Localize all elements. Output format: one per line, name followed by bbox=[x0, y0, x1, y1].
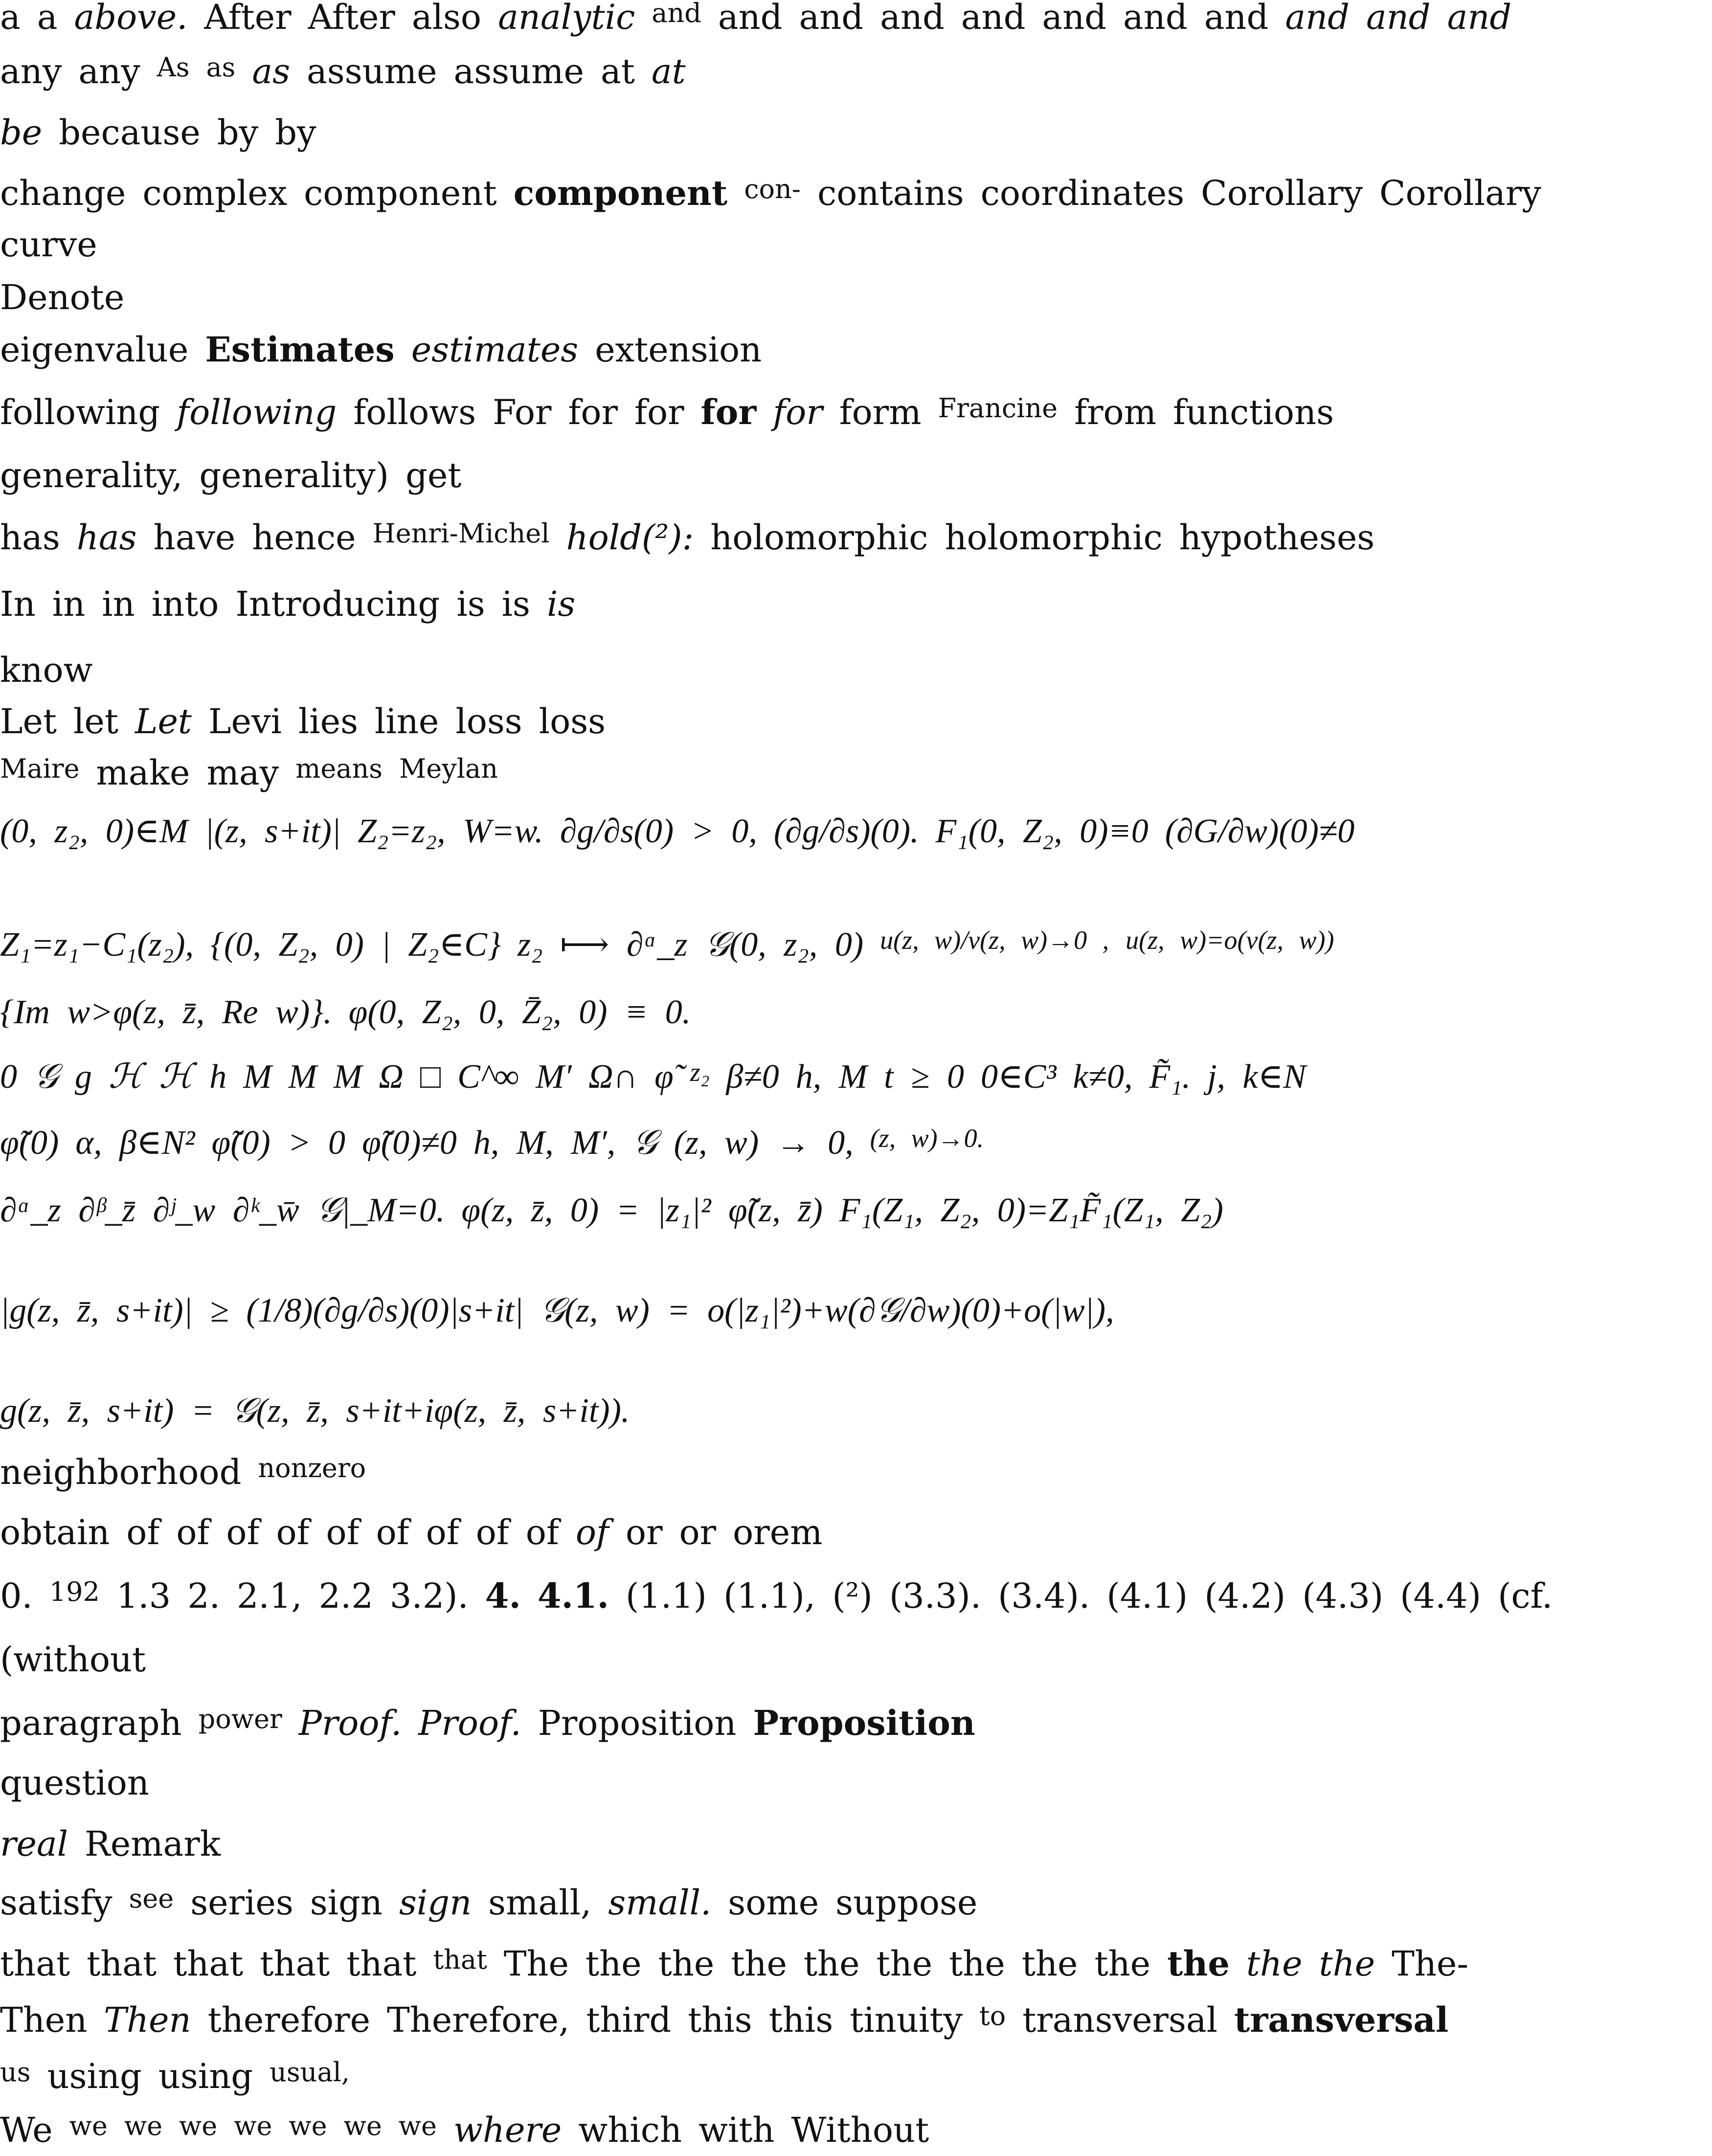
word: For bbox=[493, 392, 552, 432]
word: which bbox=[578, 2110, 682, 2150]
word: functions bbox=[1173, 392, 1334, 432]
formula: (∂G/∂w)(0)≠0 bbox=[1165, 812, 1355, 850]
word: into bbox=[151, 584, 219, 624]
word: component bbox=[304, 173, 497, 213]
formula: φ̃(0) bbox=[0, 1124, 59, 1162]
word: we bbox=[124, 2111, 163, 2141]
word: is bbox=[546, 584, 576, 624]
word: as bbox=[252, 51, 291, 91]
index-line bbox=[0, 455, 478, 495]
word: 2.2 bbox=[318, 1576, 373, 1616]
formula: ∂g/∂s(0) > 0, bbox=[560, 812, 757, 850]
formula: (z, w) → 0, bbox=[674, 1124, 854, 1162]
word: that bbox=[173, 1944, 244, 1984]
word: eigenvalue bbox=[0, 330, 189, 370]
index-line bbox=[0, 701, 622, 741]
word: see bbox=[129, 1883, 174, 1914]
symbol: C^∞ bbox=[457, 1058, 519, 1096]
word: by bbox=[217, 112, 259, 153]
word: satisfy bbox=[0, 1883, 113, 1923]
formula: u(z, w)/v(z, w)→0 , bbox=[880, 925, 1109, 955]
word: small. bbox=[608, 1883, 712, 1923]
word: for bbox=[773, 392, 823, 432]
word: (1.1), bbox=[723, 1576, 816, 1616]
word: (cf. bbox=[1498, 1576, 1553, 1616]
word: In bbox=[0, 584, 36, 624]
word: (4.4) bbox=[1400, 1576, 1482, 1616]
word: of bbox=[276, 1512, 310, 1552]
word: and bbox=[961, 0, 1026, 37]
word: estimates bbox=[411, 330, 579, 370]
index-line bbox=[0, 1575, 1569, 1616]
word: generality, bbox=[0, 455, 183, 495]
word: of bbox=[525, 1512, 559, 1552]
word: curve bbox=[0, 225, 97, 265]
word: (3.3). bbox=[889, 1576, 982, 1616]
word: and bbox=[1366, 0, 1431, 37]
word: nonzero bbox=[258, 1453, 366, 1483]
word: some bbox=[728, 1883, 819, 1923]
word: hypotheses bbox=[1179, 517, 1375, 558]
word: may bbox=[206, 753, 279, 793]
word: this bbox=[768, 2000, 833, 2040]
formula: u(z, w)=o(v(z, w)) bbox=[1126, 925, 1334, 955]
index-line bbox=[0, 277, 141, 317]
symbol: φ̃ bbox=[654, 1058, 674, 1096]
symbol: M′ bbox=[536, 1058, 572, 1096]
word: neighborhood bbox=[0, 1452, 242, 1492]
word: has bbox=[76, 517, 137, 558]
formula: {(0, Z₂, 0) | Z₂∈C} bbox=[210, 926, 501, 964]
word: (4.3) bbox=[1302, 1576, 1384, 1616]
formula: z₂ ⟼ ∂ᵅ_z 𝒢(0, z₂, 0) bbox=[517, 926, 864, 964]
word: follows bbox=[353, 392, 476, 432]
symbol: Ω bbox=[379, 1058, 404, 1096]
word: or bbox=[625, 1512, 663, 1552]
word: coordinates bbox=[980, 173, 1185, 213]
word: of bbox=[575, 1512, 609, 1552]
formula: Z₁=z₁−C₁(z₂), bbox=[0, 926, 194, 964]
word: be bbox=[0, 112, 43, 153]
index-line bbox=[0, 1703, 992, 1743]
word: complex bbox=[142, 173, 288, 213]
index-line bbox=[0, 173, 1558, 213]
word: that bbox=[0, 1944, 70, 1984]
word: 0. bbox=[0, 1576, 33, 1616]
symbol: 𝒢 bbox=[34, 1058, 58, 1096]
word: know bbox=[0, 650, 93, 690]
word: let bbox=[73, 701, 118, 741]
word: above. bbox=[74, 0, 188, 37]
word: Remark bbox=[85, 1824, 221, 1864]
word: component bbox=[513, 173, 728, 213]
word: usual, bbox=[270, 2057, 350, 2088]
word: following bbox=[0, 392, 160, 432]
index-line bbox=[0, 1512, 839, 1552]
index-line bbox=[0, 51, 702, 91]
word: Introducing bbox=[235, 584, 440, 624]
word: generality) bbox=[199, 455, 389, 495]
word: extension bbox=[595, 330, 762, 370]
word: in bbox=[102, 584, 135, 624]
word: for bbox=[700, 392, 757, 432]
word: series bbox=[190, 1883, 293, 1923]
word: lies bbox=[298, 701, 359, 741]
formula-line bbox=[0, 1125, 1000, 1160]
word: sign bbox=[399, 1883, 472, 1923]
index-line bbox=[0, 392, 1351, 432]
word: Maire bbox=[0, 753, 80, 784]
word: After bbox=[204, 0, 292, 37]
index-line bbox=[0, 1824, 237, 1864]
word: using bbox=[158, 2056, 253, 2096]
formula-line bbox=[0, 814, 1371, 849]
word: of bbox=[376, 1512, 409, 1552]
word: of bbox=[226, 1512, 260, 1552]
word: Then bbox=[104, 2000, 191, 2040]
formula: 𝒢(z, w) = o(|z₁|²)+w(∂𝒢/∂w)(0)+o(|w|), bbox=[540, 1292, 1114, 1329]
word: transversal bbox=[1234, 1999, 1449, 2040]
symbol: g bbox=[74, 1058, 92, 1096]
word: analytic bbox=[498, 0, 635, 37]
word: Denote bbox=[0, 277, 125, 317]
word: small, bbox=[488, 1883, 592, 1923]
word: the bbox=[1021, 1944, 1078, 1984]
word: of bbox=[475, 1512, 509, 1552]
word: Let bbox=[135, 701, 192, 741]
index-line bbox=[0, 517, 1391, 558]
word: tinuity bbox=[850, 2000, 963, 2040]
symbol: ℋ bbox=[108, 1058, 143, 1096]
word: (4.2) bbox=[1204, 1576, 1286, 1616]
word: where bbox=[453, 2110, 562, 2150]
word: by bbox=[275, 112, 316, 153]
formula-line bbox=[0, 995, 707, 1030]
word: (without bbox=[0, 1639, 146, 1680]
word: Corollary bbox=[1379, 173, 1541, 213]
symbol: ℋ bbox=[159, 1058, 193, 1096]
symbol: Ω∩ bbox=[588, 1058, 638, 1096]
word: and bbox=[718, 0, 783, 37]
word: we bbox=[69, 2111, 108, 2141]
index-line bbox=[0, 112, 333, 153]
word: the bbox=[1319, 1944, 1375, 1984]
word: at bbox=[651, 51, 686, 91]
word: holomorphic bbox=[945, 517, 1163, 558]
word: Therefore, bbox=[387, 2000, 570, 2040]
word: loss bbox=[539, 701, 606, 741]
index-line bbox=[0, 584, 592, 624]
word: real bbox=[0, 1824, 68, 1864]
symbol: h, M bbox=[795, 1058, 868, 1096]
word: that bbox=[346, 1944, 417, 1984]
word: any bbox=[78, 51, 140, 91]
formula-line bbox=[0, 1193, 1240, 1228]
symbol: t ≥ 0 bbox=[884, 1058, 964, 1096]
formula: |g(z, z̄, s+it)| ≥ (1/8)(∂g/∂s)(0)|s+it| bbox=[0, 1292, 524, 1329]
word: we bbox=[343, 2111, 382, 2141]
word: therefore bbox=[207, 2000, 371, 2040]
word: The bbox=[503, 1944, 569, 1984]
index-line bbox=[0, 1883, 994, 1923]
formula: h, M, M′, 𝒢 bbox=[473, 1124, 657, 1162]
formula: F₁(Z₁, Z₂, 0)=Z₁F̃₁(Z₁, Z₂) bbox=[839, 1191, 1223, 1229]
index-line bbox=[0, 0, 1528, 37]
word: or bbox=[679, 1512, 717, 1552]
symbol: β≠0 bbox=[726, 1058, 779, 1096]
word: following bbox=[177, 392, 337, 432]
word: 2.1, bbox=[237, 1576, 302, 1616]
word: After bbox=[308, 0, 395, 37]
formula: (z, w)→0. bbox=[870, 1123, 984, 1153]
symbol: h bbox=[209, 1058, 227, 1096]
word: we bbox=[289, 2111, 327, 2141]
symbol: F̃₁. bbox=[1149, 1058, 1191, 1096]
word: 2. bbox=[187, 1576, 220, 1616]
formula-line bbox=[0, 1059, 1323, 1094]
word: and bbox=[799, 0, 864, 37]
word: make bbox=[96, 753, 190, 793]
word: has bbox=[0, 517, 60, 558]
index-line bbox=[0, 1639, 162, 1680]
word: Proof. bbox=[418, 1703, 521, 1743]
index-line bbox=[0, 1999, 1465, 2040]
word: contains bbox=[817, 173, 964, 213]
word: question bbox=[0, 1763, 149, 1803]
word: from bbox=[1074, 392, 1157, 432]
word: Henri-Michel bbox=[372, 518, 550, 549]
word: and bbox=[1123, 0, 1188, 37]
word: and bbox=[1447, 0, 1512, 37]
word: is bbox=[456, 584, 485, 624]
word: get bbox=[405, 455, 462, 495]
word: as bbox=[206, 52, 236, 83]
word: with bbox=[698, 2110, 775, 2150]
word: the bbox=[876, 1944, 933, 1984]
formula: φ(0, Z₂, 0, Z̄₂, 0) ≡ 0. bbox=[348, 993, 691, 1031]
word: us bbox=[0, 2057, 31, 2088]
word: transversal bbox=[1022, 2000, 1218, 2040]
formula: (0, z₂, 0)∈M bbox=[0, 812, 188, 850]
word: 192 bbox=[49, 1576, 100, 1607]
index-line bbox=[0, 1763, 166, 1803]
word: the bbox=[731, 1944, 787, 1984]
index-line bbox=[0, 2056, 366, 2096]
word: any bbox=[0, 51, 62, 91]
formula: {Im w>φ(z, z̄, Re w)}. bbox=[0, 993, 332, 1031]
symbol: 0∈C³ bbox=[980, 1058, 1057, 1096]
word: holomorphic bbox=[710, 517, 928, 558]
word: The- bbox=[1392, 1944, 1468, 1984]
word: Levi bbox=[208, 701, 282, 741]
word: this bbox=[688, 2000, 752, 2040]
formula: F₁(0, Z₂, 0)≡0 bbox=[935, 812, 1149, 850]
formula: ∂ᵅ_z ∂ᵝ_z̄ ∂ʲ_w ∂ᵏ_w̄ 𝒢|_M=0. bbox=[0, 1191, 445, 1229]
word: hold(²): bbox=[566, 517, 694, 558]
word: form bbox=[839, 392, 922, 432]
word: Proposition bbox=[753, 1703, 975, 1743]
word: of bbox=[426, 1512, 459, 1552]
word: sign bbox=[310, 1883, 383, 1923]
word: for bbox=[568, 392, 618, 432]
symbol: M bbox=[333, 1058, 362, 1096]
word: (1.1) bbox=[626, 1576, 707, 1616]
word: at bbox=[600, 51, 635, 91]
index-line bbox=[0, 2110, 946, 2150]
word: the bbox=[1094, 1944, 1151, 1984]
symbol: 0 bbox=[0, 1058, 17, 1096]
word: Proposition bbox=[538, 1703, 737, 1743]
formula: φ̃(0) > 0 bbox=[211, 1124, 346, 1162]
word: for bbox=[634, 392, 684, 432]
word: the bbox=[949, 1944, 1005, 1984]
word: a bbox=[37, 0, 58, 37]
index-line bbox=[0, 1943, 1485, 1984]
formula-line bbox=[0, 1394, 646, 1428]
word: line bbox=[375, 701, 439, 741]
word: and bbox=[1042, 0, 1107, 37]
formula: g(z, z̄, s+it) = 𝒢(z, z̄, s+it+iφ(z, z̄, s+it)). bbox=[0, 1392, 630, 1430]
word: means bbox=[295, 753, 383, 784]
word: to bbox=[979, 2000, 1006, 2031]
word: that bbox=[433, 1944, 487, 1975]
symbol: k≠0, bbox=[1073, 1058, 1133, 1096]
index-line bbox=[0, 225, 114, 265]
word: We bbox=[0, 2110, 53, 2150]
word: because bbox=[59, 112, 201, 153]
word: (4.1) bbox=[1106, 1576, 1188, 1616]
word: and bbox=[1204, 0, 1269, 37]
formula: Z₂=z₂, W=w. bbox=[358, 812, 543, 850]
word: Let bbox=[0, 701, 57, 741]
word: that bbox=[87, 1944, 157, 1984]
word: the bbox=[803, 1944, 860, 1984]
formula: φ(z, z̄, 0) = |z₁|² φ̃(z, z̄) bbox=[461, 1191, 823, 1229]
index-line bbox=[0, 329, 778, 370]
index-line bbox=[0, 650, 110, 690]
index-line bbox=[0, 753, 515, 793]
word: As bbox=[157, 52, 190, 83]
word: Then bbox=[0, 2000, 88, 2040]
word: obtain bbox=[0, 1512, 110, 1552]
word: and bbox=[652, 0, 701, 28]
word: (3.4). bbox=[998, 1576, 1090, 1616]
word: 4.1. bbox=[537, 1575, 609, 1616]
word: of bbox=[326, 1512, 360, 1552]
formula: α, β∈N² bbox=[75, 1124, 195, 1162]
word: assume bbox=[453, 51, 584, 91]
word: hence bbox=[252, 517, 356, 558]
word: also bbox=[411, 0, 482, 37]
word: is bbox=[501, 584, 530, 624]
word: using bbox=[47, 2056, 142, 2096]
word: Francine bbox=[938, 393, 1058, 424]
word: and bbox=[1285, 0, 1350, 37]
word: orem bbox=[733, 1512, 823, 1552]
symbol: j, k∈N bbox=[1207, 1058, 1307, 1096]
word: and bbox=[880, 0, 945, 37]
word: change bbox=[0, 173, 126, 213]
symbol: □ bbox=[420, 1058, 441, 1096]
word: Proof. bbox=[298, 1703, 402, 1743]
word: have bbox=[153, 517, 236, 558]
word: we bbox=[179, 2111, 218, 2141]
word: third bbox=[586, 2000, 672, 2040]
word: the bbox=[658, 1944, 715, 1984]
symbol: z₂ bbox=[690, 1057, 710, 1087]
word: loss bbox=[455, 701, 522, 741]
word: we bbox=[398, 2111, 437, 2141]
word: the bbox=[585, 1944, 642, 1984]
word: suppose bbox=[835, 1883, 978, 1923]
word: con- bbox=[744, 174, 801, 204]
word: the bbox=[1167, 1943, 1230, 1984]
formula: φ̃(0)≠0 bbox=[362, 1124, 457, 1162]
symbol: M bbox=[243, 1058, 272, 1096]
word: 1.3 bbox=[116, 1576, 171, 1616]
word: Meylan bbox=[399, 753, 498, 784]
word: of bbox=[176, 1512, 210, 1552]
formula: |(z, s+it)| bbox=[204, 812, 341, 850]
word: in bbox=[52, 584, 86, 624]
word: 3.2). bbox=[389, 1576, 469, 1616]
formula: (∂g/∂s)(0). bbox=[773, 812, 919, 850]
word: paragraph bbox=[0, 1703, 182, 1743]
word: of bbox=[126, 1512, 160, 1552]
word: Without bbox=[791, 2110, 929, 2150]
word: Corollary bbox=[1201, 173, 1363, 213]
word: power bbox=[198, 1704, 282, 1734]
word: (²) bbox=[832, 1576, 873, 1616]
word: assume bbox=[307, 51, 437, 91]
word: that bbox=[260, 1944, 330, 1984]
word: we bbox=[234, 2111, 272, 2141]
word: a bbox=[0, 0, 21, 37]
formula-line bbox=[0, 927, 1351, 962]
word: 4. bbox=[485, 1575, 521, 1616]
symbol: M bbox=[288, 1058, 317, 1096]
word: the bbox=[1246, 1944, 1303, 1984]
index-line bbox=[0, 1452, 383, 1492]
formula-line bbox=[0, 1294, 1131, 1328]
word: Estimates bbox=[205, 329, 395, 370]
